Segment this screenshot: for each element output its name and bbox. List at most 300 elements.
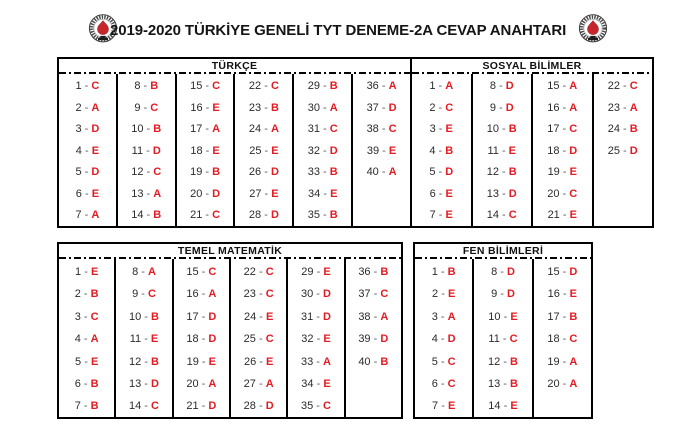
question-number: 14	[131, 209, 144, 221]
answer-cell	[235, 184, 292, 206]
answer-letter: C	[147, 288, 156, 301]
question-number: 4	[75, 144, 82, 157]
answer-cell	[353, 162, 410, 184]
separator-dash: -	[559, 333, 570, 346]
question-number: 34	[308, 187, 321, 200]
answer-cell	[473, 98, 532, 120]
separator-dash: -	[143, 144, 153, 157]
answer-letter: B	[150, 80, 159, 92]
answer-cell	[59, 98, 116, 120]
answer-cell	[533, 184, 592, 206]
answer-cell	[534, 283, 591, 305]
separator-dash: -	[559, 266, 570, 278]
question-number: 6	[75, 187, 82, 200]
answer-cell	[116, 306, 171, 328]
answer-cell	[177, 119, 234, 141]
separator-dash: -	[620, 80, 630, 92]
answer-letter: E	[323, 333, 331, 346]
answer-letter: A	[388, 166, 397, 178]
answer-letter: E	[447, 288, 456, 301]
separator-dash: -	[202, 166, 213, 178]
section-title-temel-matematik: TEMEL MATEMATİK	[177, 245, 283, 257]
answer-letter: C	[91, 80, 100, 92]
answer-letter: E	[212, 144, 220, 157]
answer-cell	[235, 98, 292, 120]
question-number: 12	[131, 166, 144, 178]
answer-letter: C	[447, 355, 456, 368]
answer-cell	[174, 283, 229, 305]
separator-dash: -	[81, 209, 92, 221]
separator-dash: -	[198, 288, 209, 301]
separator-dash: -	[495, 101, 506, 114]
separator-dash: -	[559, 377, 570, 390]
question-number: 30	[300, 288, 314, 301]
question-number: 27	[249, 187, 262, 200]
separator-dash: -	[255, 377, 266, 390]
question-number: 16	[547, 288, 560, 301]
question-number: 27	[243, 377, 256, 390]
question-number: 6	[429, 187, 436, 200]
answer-cell	[118, 98, 175, 120]
answer-letter: E	[271, 187, 279, 200]
separator-dash: -	[370, 266, 381, 278]
answer-letter: A	[212, 123, 221, 135]
answer-letter: B	[153, 123, 162, 135]
question-number: 35	[307, 209, 320, 221]
answer-cell	[177, 98, 234, 120]
question-number: 29	[307, 80, 320, 92]
separator-dash: -	[370, 288, 381, 301]
answer-cell	[116, 283, 171, 305]
separator-dash: -	[198, 377, 209, 390]
question-number: 33	[300, 355, 314, 368]
answer-column	[116, 259, 173, 418]
answer-cell	[473, 76, 532, 98]
answer-cell	[116, 373, 171, 395]
separator-dash: -	[435, 144, 446, 157]
answer-letter: E	[271, 144, 279, 157]
separator-dash: -	[143, 123, 154, 135]
separator-dash: -	[559, 166, 570, 178]
separator-dash: -	[313, 355, 324, 368]
question-number: 24	[607, 123, 620, 135]
section-title-turkce: TÜRKÇE	[211, 60, 258, 72]
question-number: 6	[74, 377, 81, 390]
separator-dash: -	[143, 209, 154, 221]
answer-letter: D	[505, 80, 514, 92]
answer-cell	[474, 395, 531, 417]
question-number: 6	[431, 377, 438, 390]
separator-dash: -	[559, 355, 570, 368]
question-number: 39	[358, 333, 371, 346]
question-number: 7	[432, 400, 439, 413]
separator-dash: -	[140, 101, 151, 114]
answer-letter: A	[91, 209, 100, 221]
separator-dash: -	[81, 166, 92, 178]
answer-letter: A	[270, 123, 279, 135]
separator-dash: -	[435, 187, 446, 200]
separator-dash: -	[435, 209, 446, 221]
answer-cell	[288, 351, 343, 373]
separator-dash: -	[370, 333, 381, 346]
answer-letter: A	[569, 101, 578, 114]
question-number: 40	[366, 166, 379, 178]
answer-cell	[288, 306, 343, 328]
answer-letter: E	[445, 209, 453, 221]
question-number: 28	[243, 400, 256, 413]
question-number: 8	[134, 80, 141, 92]
answer-cell	[415, 328, 472, 350]
question-number: 19	[547, 355, 560, 368]
separator-dash: -	[559, 144, 570, 157]
answer-cell	[59, 373, 114, 395]
separator-dash: -	[500, 355, 511, 368]
separator-dash: -	[435, 166, 446, 178]
answer-cell	[534, 306, 591, 328]
answer-letter: E	[508, 144, 517, 157]
answer-letter: C	[90, 310, 99, 323]
separator-dash: -	[80, 310, 91, 323]
answer-cell	[346, 328, 401, 350]
answer-column	[288, 259, 345, 418]
answer-cell	[533, 205, 592, 227]
separator-dash: -	[313, 288, 324, 301]
separator-dash: -	[261, 101, 271, 114]
answer-column	[59, 74, 118, 227]
separator-dash: -	[437, 310, 448, 323]
answer-letter: C	[265, 266, 274, 278]
separator-dash: -	[319, 101, 330, 114]
separator-dash: -	[437, 355, 448, 368]
question-number: 5	[431, 355, 438, 368]
question-number: 13	[486, 187, 499, 200]
separator-dash: -	[255, 288, 266, 301]
answer-cell	[474, 283, 531, 305]
answer-cell	[294, 98, 351, 120]
question-number: 2	[429, 101, 436, 114]
answer-cell	[174, 351, 229, 373]
answer-letter: B	[151, 355, 159, 368]
question-number: 8	[491, 266, 498, 278]
separator-dash: -	[499, 209, 509, 221]
answer-cell	[177, 205, 234, 227]
answer-letter: D	[508, 187, 517, 200]
answer-letter: D	[208, 333, 217, 346]
answer-letter: C	[265, 288, 274, 301]
answer-letter: D	[152, 144, 161, 157]
answer-letter: B	[153, 209, 162, 221]
question-number: 3	[429, 123, 436, 135]
question-number: 10	[129, 310, 142, 323]
question-number: 39	[366, 144, 380, 157]
question-number: 18	[186, 333, 199, 346]
answer-cell	[473, 205, 532, 227]
answer-letter: B	[90, 288, 99, 301]
answer-cell	[231, 261, 286, 283]
question-number: 13	[129, 377, 142, 390]
answer-cell	[473, 184, 532, 206]
separator-dash: -	[261, 187, 272, 200]
separator-dash: -	[198, 266, 209, 278]
question-number: 9	[489, 101, 496, 114]
question-number: 20	[190, 187, 203, 200]
separator-dash: -	[438, 288, 448, 301]
answer-cell	[174, 395, 229, 417]
answer-letter: A	[629, 101, 638, 114]
answer-cell	[231, 306, 286, 328]
answer-cell	[346, 306, 401, 328]
question-number: 4	[431, 333, 438, 346]
separator-dash: -	[81, 187, 92, 200]
question-number: 1	[429, 80, 436, 92]
answer-letter: C	[569, 333, 578, 346]
answer-letter: C	[388, 123, 397, 135]
answer-letter: D	[208, 310, 217, 323]
answer-cell	[177, 162, 234, 184]
separator-dash: -	[620, 123, 630, 135]
separator-dash: -	[138, 266, 148, 278]
answer-cell	[473, 119, 532, 141]
answer-letter: C	[208, 266, 217, 278]
answer-letter: A	[323, 355, 331, 368]
answer-letter: B	[151, 310, 159, 323]
answer-letter: C	[212, 80, 221, 92]
question-number: 17	[186, 310, 199, 323]
answer-cell	[59, 328, 114, 350]
answer-cell	[533, 119, 592, 141]
answer-letter: A	[147, 266, 156, 278]
question-number: 13	[488, 377, 501, 390]
question-number: 18	[190, 144, 203, 157]
separator-dash: -	[319, 166, 330, 178]
separator-dash: -	[499, 187, 509, 200]
separator-dash: -	[559, 101, 570, 114]
question-number: 1	[75, 80, 82, 92]
answer-letter: D	[506, 266, 515, 278]
question-number: 31	[307, 123, 320, 135]
question-number: 11	[487, 144, 499, 157]
question-number: 9	[132, 288, 139, 301]
answer-letter: E	[208, 355, 216, 368]
answer-cell	[231, 328, 286, 350]
question-number: 11	[129, 333, 142, 346]
answer-column	[415, 259, 474, 418]
question-number: 17	[547, 310, 560, 323]
answer-cell	[346, 283, 401, 305]
question-number: 11	[488, 333, 500, 346]
answer-letter: C	[569, 187, 578, 200]
question-number: 28	[248, 209, 262, 221]
answer-letter: B	[90, 400, 99, 413]
separator-dash: -	[313, 400, 324, 413]
answer-letter: D	[629, 144, 638, 157]
answer-cell	[59, 76, 116, 98]
separator-dash: -	[370, 355, 381, 368]
answer-letter: D	[569, 144, 578, 157]
question-number: 33	[307, 166, 320, 178]
answer-letter: C	[445, 101, 454, 114]
question-number: 15	[186, 266, 199, 278]
answer-cell	[474, 306, 531, 328]
question-number: 25	[607, 144, 620, 157]
separator-dash: -	[319, 209, 330, 221]
question-number: 22	[248, 80, 262, 92]
separator-dash: -	[80, 333, 91, 346]
separator-dash: -	[81, 80, 92, 92]
separator-dash: -	[141, 377, 152, 390]
answer-letter: C	[380, 288, 389, 301]
answer-cell	[59, 261, 114, 283]
question-number: 5	[75, 355, 82, 368]
question-number: 7	[74, 400, 81, 413]
question-number: 8	[132, 266, 139, 278]
separator-dash: -	[80, 400, 91, 413]
answer-cell	[288, 283, 343, 305]
separator-dash: -	[379, 144, 389, 157]
separator-dash: -	[81, 101, 92, 114]
answer-column	[177, 74, 236, 227]
question-number: 15	[190, 80, 203, 92]
answer-letter: D	[212, 187, 221, 200]
answer-letter: B	[510, 355, 518, 368]
answer-column	[235, 74, 294, 227]
question-number: 16	[186, 288, 199, 301]
answer-letter: D	[380, 333, 389, 346]
separator-dash: -	[202, 144, 213, 157]
answer-cell	[594, 141, 653, 163]
answer-cell	[116, 351, 171, 373]
answer-columns	[59, 74, 410, 227]
answer-column	[118, 74, 177, 227]
answer-letter: D	[265, 400, 274, 413]
question-number: 20	[186, 377, 199, 390]
answer-letter: B	[329, 80, 338, 92]
answer-letter: C	[329, 123, 338, 135]
answer-column	[174, 259, 231, 418]
separator-dash: -	[435, 80, 446, 92]
section-fen-bilimleri	[413, 242, 593, 419]
answer-cell	[474, 261, 531, 283]
separator-dash: -	[320, 187, 331, 200]
answer-cell	[473, 141, 532, 163]
answer-cell	[415, 351, 472, 373]
separator-dash: -	[499, 333, 510, 346]
answer-letter: E	[447, 400, 456, 413]
answer-letter: D	[447, 333, 456, 346]
question-number: 3	[75, 123, 82, 135]
separator-dash: -	[202, 123, 213, 135]
separator-dash: -	[80, 377, 91, 390]
answer-cell	[235, 205, 292, 227]
answer-cell	[412, 184, 471, 206]
answer-cell	[177, 141, 234, 163]
answer-cell	[116, 261, 171, 283]
separator-dash: -	[497, 288, 507, 301]
separator-dash: -	[378, 123, 389, 135]
answer-column	[346, 259, 401, 418]
answer-cell	[594, 98, 653, 120]
answer-cell	[353, 76, 410, 98]
answer-cell	[534, 261, 591, 283]
answer-cell	[353, 98, 410, 120]
answer-letter: C	[265, 333, 274, 346]
answer-letter: E	[569, 288, 577, 301]
answer-letter: D	[270, 209, 279, 221]
answer-letter: A	[265, 377, 274, 390]
answer-cell	[415, 261, 472, 283]
question-number: 23	[243, 288, 256, 301]
answer-letter: E	[569, 209, 577, 221]
answer-letter: D	[506, 288, 515, 301]
question-number: 31	[300, 310, 314, 323]
question-number: 22	[243, 266, 256, 278]
question-number: 12	[129, 355, 142, 368]
answer-cell	[174, 261, 229, 283]
answer-cell	[174, 373, 229, 395]
answer-letter: E	[569, 166, 577, 178]
answer-cell	[59, 119, 116, 141]
answer-letter: E	[90, 355, 99, 368]
answer-cell	[353, 141, 410, 163]
separator-dash: -	[500, 310, 511, 323]
separator-dash: -	[202, 80, 213, 92]
separator-dash: -	[378, 101, 389, 114]
separator-dash: -	[256, 355, 266, 368]
answer-cell	[473, 162, 532, 184]
question-number: 10	[486, 123, 499, 135]
question-number: 26	[243, 355, 257, 368]
answer-letter: D	[91, 123, 100, 135]
answer-letter: A	[388, 80, 397, 92]
answer-column	[294, 74, 353, 227]
question-number: 14	[488, 400, 501, 413]
answer-letter: C	[270, 80, 279, 92]
answer-cell	[231, 395, 286, 417]
answer-cell	[474, 328, 531, 350]
answer-cell	[174, 306, 229, 328]
answer-cell	[288, 328, 343, 350]
answer-cell	[294, 76, 351, 98]
answer-letter: B	[270, 101, 279, 114]
answer-cell	[415, 306, 472, 328]
answer-letter: E	[91, 187, 100, 200]
separator-dash: -	[81, 266, 91, 278]
question-number: 14	[129, 400, 142, 413]
question-number: 19	[547, 166, 560, 178]
answer-letter: D	[388, 101, 397, 114]
separator-dash: -	[313, 333, 324, 346]
answer-cell	[231, 351, 286, 373]
answer-cell	[412, 205, 471, 227]
question-number: 5	[429, 166, 436, 178]
question-number: 22	[607, 80, 620, 92]
separator-dash: -	[500, 400, 511, 413]
question-number: 2	[74, 288, 81, 301]
answer-cell	[412, 76, 471, 98]
separator-dash: -	[313, 377, 324, 390]
question-number: 36	[366, 80, 379, 92]
answer-cell	[59, 184, 116, 206]
answer-cell	[294, 119, 351, 141]
question-number: 9	[134, 101, 141, 114]
separator-dash: -	[255, 266, 266, 278]
answer-column	[534, 259, 591, 418]
separator-dash: -	[81, 123, 92, 135]
answer-letter: B	[380, 355, 389, 368]
answer-letter: C	[323, 400, 331, 413]
question-number: 9	[491, 288, 498, 301]
answer-cell	[118, 76, 175, 98]
